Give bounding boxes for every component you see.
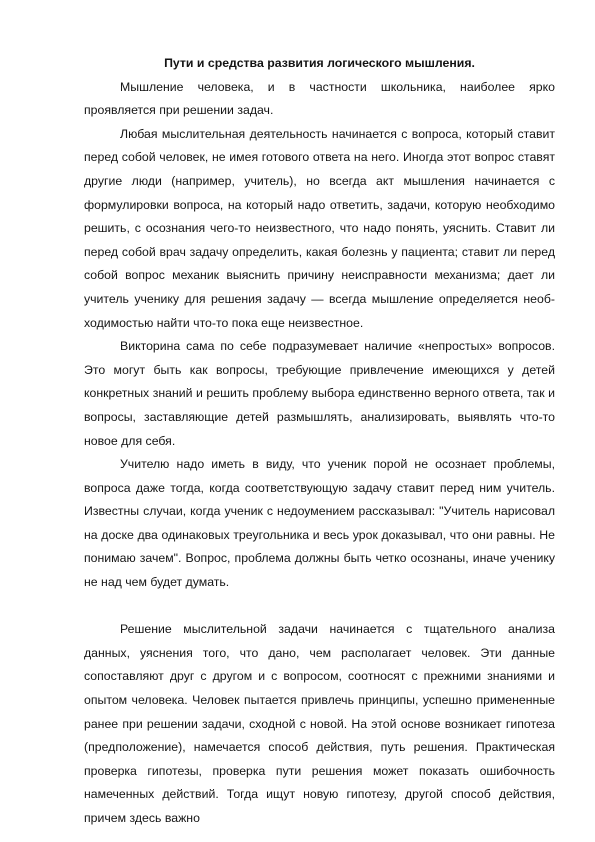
paragraph-teacher: Учителю надо иметь в виду, что ученик порой не осознает проблемы, вопроса даже тогда, когда соответствующую задачу ставит перед ним учитель. Известны случаи, когда ученик с недоумением рассказывал: "Учитель нарисовал на доске два одинаковых треугольника и весь урок доказывал, что они равны. Не понимаю зачем". Вопрос, проблема должны быть четко осознаны, иначе ученику не над чем будет думать. [84,457,555,590]
document-title: Пути и средства развития логического мышления. [164,56,475,70]
paragraph-quiz: Викторина сама по себе подразумевает наличие «непростых» вопросов. Это могут быть как вопросы, требующие привлечение имеющихся у детей конкретных знаний и решить проблему выбора единственно верного ответа, так и вопросы, заставляющие детей размышлять, анализировать, выявлять что-то новое для себя. [84,339,555,448]
paragraph-question: Любая мыслительная деятельность начинается с вопроса, который ставит перед собой человек, не имея готового ответа на него. Иногда этот вопрос ставят другие люди (например, учитель), но всегда акт мышления начинается с формулировки вопроса, на который надо ответить, задачи, которую необходимо решить, с осознания чего-то неизвестного, что надо понять, уяснить. Ставит ли перед собой врач задачу определить, какая болезнь у пациента; ставит ли перед собой вопрос механик выяснить причину неисправности механизма; дает ли учитель ученику для решения задачу — всегда мышление определяется необ-ходимостью найти что-то пока еще неизвестное. [84,126,555,330]
document-body [84,52,555,831]
paragraph-spacer [84,595,555,619]
paragraph-intro: Мышление человека, и в частности школьника, наиболее ярко проявляется при решении задач. [84,79,555,118]
paragraph-solution: Решение мыслительной задачи начинается с тщательного анализа данных, уяснения того, что дано, чем располагает человек. Эти данные сопоставляют друг с другом и с вопросом, соотносят с прежними знаниями и опытом человека. Человек пытается привлечь принципы, успешно примененные ранее при решении задачи, сходной с новой. На этой основе возникает гипотеза (предположение), намечается способ действия, путь решения. Практическая проверка гипотезы, проверка пути решения может показать ошибочность намеченных действий. Тогда ищут новую гипотезу, другой способ действия, причем здесь важно [84,622,555,825]
